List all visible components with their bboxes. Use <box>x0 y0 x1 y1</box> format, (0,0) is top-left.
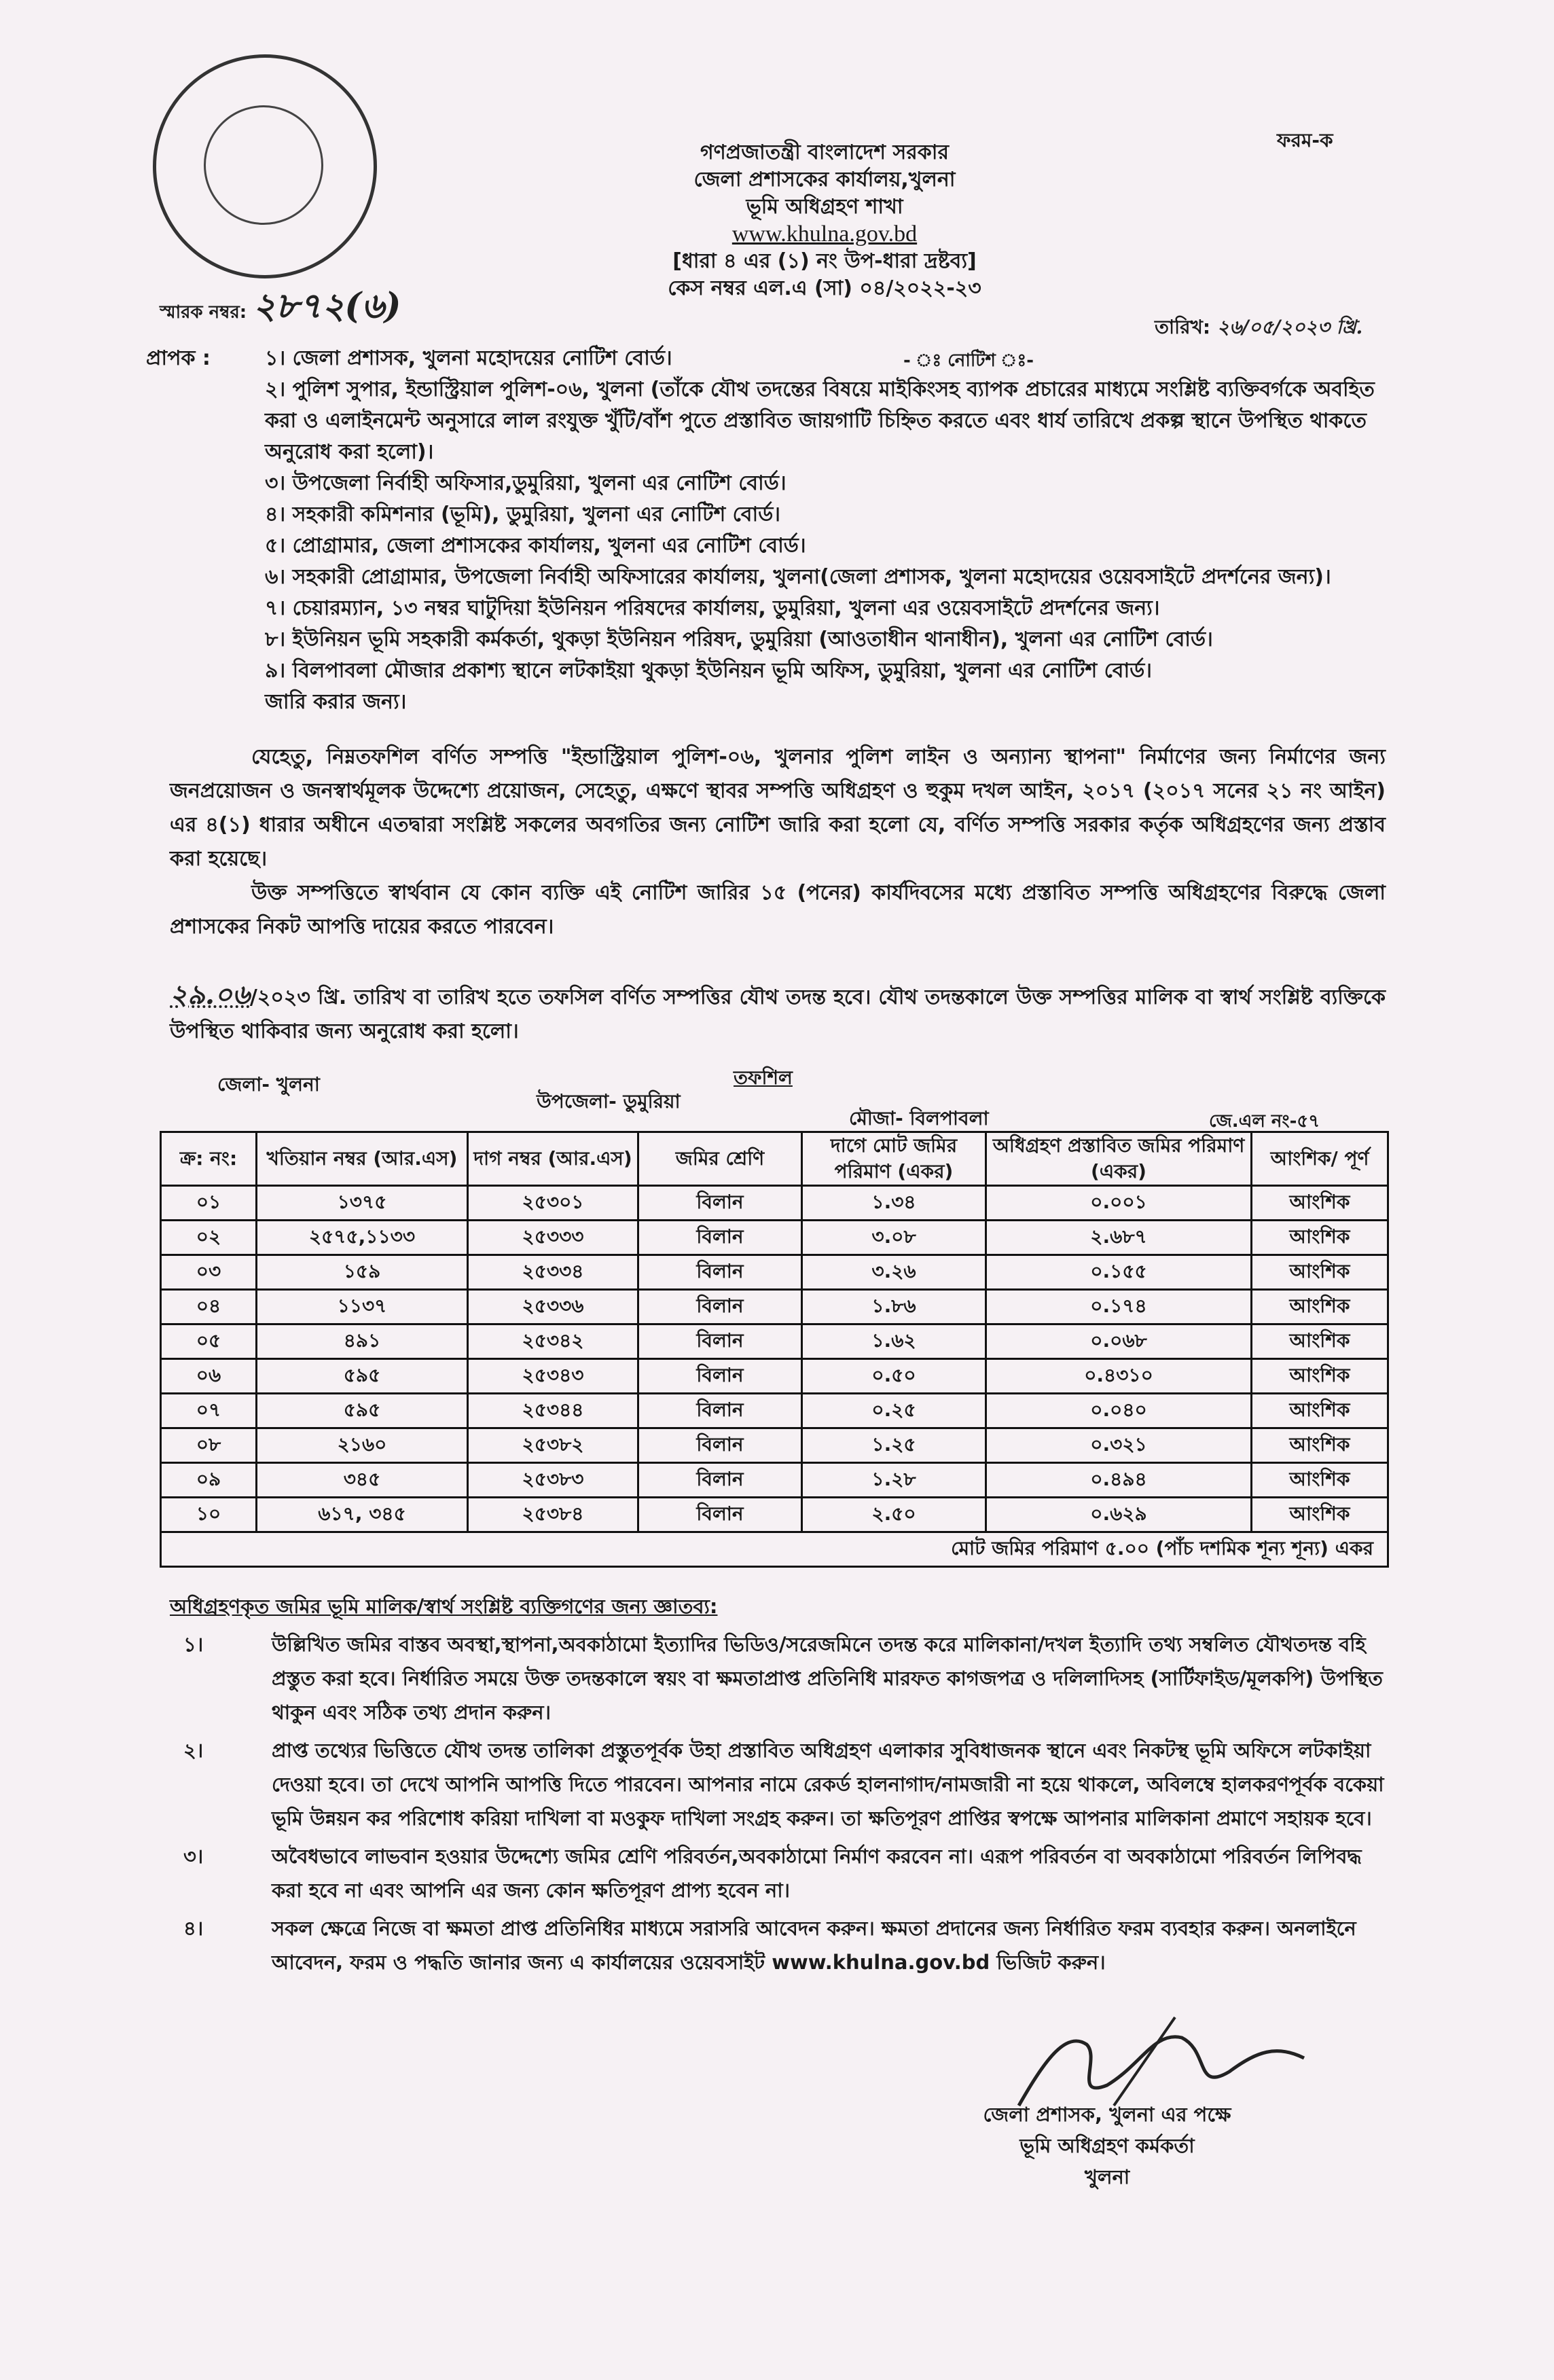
cell-dag: ২৫৩৪৪ <box>468 1394 638 1428</box>
cell-partial-full: আংশিক <box>1252 1359 1388 1394</box>
date-value: ২৬/০৫/২০২৩ খ্রি. <box>1216 316 1363 338</box>
note-text: অবৈধভাবে লাভবান হওয়ার উদ্দেশ্যে জমির শ্রেণি পরিবর্তন,অবকাঠামো নির্মাণ করবেন না। এরূপ পরিবর্তন বা অবকাঠামো পরিবর্তন লিপিবদ্ধ করা হবে না এবং আপনি এর জন্য কোন ক্ষতিপূরণ প্রাপ্য হবেন না। <box>272 1845 1362 1902</box>
cell-partial-full: আংশিক <box>1252 1463 1388 1498</box>
paragraph-text: উক্ত সম্পত্তিতে স্বার্থবান যে কোন ব্যক্তি এই নোটিশ জারির ১৫ (পনের) কার্যদিবসের মধ্যে প্রস্তাবিত সম্পত্তি অধিগ্রহণের বিরুদ্ধে জেলা প্রশাসকের নিকট আপত্তি দায়ের করতে পারবেন। <box>170 881 1386 939</box>
recipients-closing: জারি করার জন্য। <box>265 690 407 714</box>
cell-serial: ০১ <box>161 1186 257 1221</box>
signature-block <box>937 2099 1277 2193</box>
table-header-row <box>161 1132 1388 1186</box>
note-number: ৩। <box>183 1845 204 1868</box>
notes-heading: অধিগ্রহণকৃত জমির ভূমি মালিক/স্বার্থ সংশ্লিষ্ট ব্যক্তিগণের জন্য জ্ঞাতব্য: <box>170 1595 718 1618</box>
col-khatian: খতিয়ান নম্বর (আর.এস) <box>257 1132 468 1186</box>
cell-partial-full: আংশিক <box>1252 1498 1388 1532</box>
cell-partial-full: আংশিক <box>1252 1394 1388 1428</box>
cell-serial: ০৫ <box>161 1324 257 1359</box>
recipient-item: ৭। চেয়ারম্যান, ১৩ নম্বর ঘাটুদিয়া ইউনিয়ন পরিষদের কার্যালয়, ডুমুরিয়া, খুলনা এর ওয়েবসাইটে প্রদর্শনের জন্য। <box>265 596 1160 620</box>
notice-paragraph-2 <box>170 876 1386 944</box>
table-row <box>161 1428 1388 1463</box>
cell-serial: ০৬ <box>161 1359 257 1394</box>
signatory-designation: ভূমি অধিগ্রহণ কর্মকর্তা <box>1019 2134 1195 2157</box>
table-row <box>161 1463 1388 1498</box>
office-name: জেলা প্রশাসকের কার্যালয়,খুলনা <box>693 168 956 192</box>
cell-serial: ০২ <box>161 1221 257 1255</box>
cell-serial: ০৯ <box>161 1463 257 1498</box>
memo-number <box>160 278 401 338</box>
cell-land-class: বিলান <box>638 1255 802 1290</box>
cell-serial: ১০ <box>161 1498 257 1532</box>
note-item <box>170 1839 1392 1907</box>
table-row <box>161 1221 1388 1255</box>
cell-total-area: ০.৫০ <box>802 1359 986 1394</box>
cell-total-area: ৩.০৮ <box>802 1221 986 1255</box>
cell-serial: ০৮ <box>161 1428 257 1463</box>
note-item <box>170 1733 1392 1835</box>
cell-dag: ২৫৩৩৩ <box>468 1221 638 1255</box>
letterhead <box>0 139 1554 302</box>
cell-proposed-area: ০.০৪০ <box>986 1394 1252 1428</box>
cell-proposed-area: ০.১৭৪ <box>986 1290 1252 1324</box>
note-item <box>170 1911 1392 1979</box>
form-label: ফরম-ক <box>1277 129 1333 151</box>
case-number: কেস নম্বর এল.এ (সা) ০৪/২০২২-২৩ <box>668 276 981 300</box>
cell-proposed-area: ০.০৬৮ <box>986 1324 1252 1359</box>
section-reference: [ধারা ৪ এর (১) নং উপ-ধারা দ্রষ্টব্য] <box>672 249 977 273</box>
cell-dag: ২৫৩৪২ <box>468 1324 638 1359</box>
cell-land-class: বিলান <box>638 1463 802 1498</box>
government-name: গণপ্রজাতন্ত্রী বাংলাদেশ সরকার <box>700 141 949 164</box>
note-text: সকল ক্ষেত্রে নিজে বা ক্ষমতা প্রাপ্ত প্রতিনিধির মাধ্যমে সরাসরি আবেদন করুন। ক্ষমতা প্রদানের জন্য নির্ধারিত ফরম ব্যবহার করুন। অনলাইনে আবেদন, ফরম ও পদ্ধতি জানার জন্য এ কার্যালয়ের ওয়েবসাইট www.khulna.gov.bd ভিজিট করুন। <box>272 1917 1356 1974</box>
cell-dag: ২৫৩৮২ <box>468 1428 638 1463</box>
recipient-item: ৮। ইউনিয়ন ভূমি সহকারী কর্মকর্তা, থুকড়া ইউনিয়ন পরিষদ, ডুমুরিয়া (আওতাধীন থানাধীন), খুলনা এর নোটিশ বোর্ড। <box>265 628 1213 651</box>
cell-khatian: ১৩৭৫ <box>257 1186 468 1221</box>
cell-partial-full: আংশিক <box>1252 1290 1388 1324</box>
table-row <box>161 1290 1388 1324</box>
cell-partial-full: আংশিক <box>1252 1255 1388 1290</box>
jl-number: জে.এল নং-৫৭ <box>1209 1111 1320 1132</box>
cell-land-class: বিলান <box>638 1186 802 1221</box>
cell-proposed-area: ০.৩২১ <box>986 1428 1252 1463</box>
schedule-table <box>160 1131 1389 1568</box>
col-serial: ক্র: নং: <box>161 1132 257 1186</box>
cell-partial-full: আংশিক <box>1252 1221 1388 1255</box>
branch-name: ভূমি অধিগ্রহণ শাখা <box>746 195 903 219</box>
cell-khatian: ৬১৭, ৩৪৫ <box>257 1498 468 1532</box>
cell-dag: ২৫৩৮৪ <box>468 1498 638 1532</box>
cell-partial-full: আংশিক <box>1252 1324 1388 1359</box>
total-area: মোট জমির পরিমাণ ৫.০০ (পাঁচ দশমিক শূন্য শূন্য) একর <box>161 1532 1388 1567</box>
cell-proposed-area: ২.৬৮৭ <box>986 1221 1252 1255</box>
cell-land-class: বিলান <box>638 1428 802 1463</box>
note-text: উল্লিখিত জমির বাস্তব অবস্থা,স্থাপনা,অবকাঠামো ইত্যাদির ভিডিও/সরেজমিনে তদন্ত করে মালিকানা/দখল ইত্যাদি তথ্য সম্বলিত যৌথতদন্ত বহি প্রস্তুত করা হবে। নির্ধারিত সময়ে উক্ত তদন্তকালে স্বয়ং বা ক্ষমতাপ্রাপ্ত প্রতিনিধি মারফত কাগজপত্র ও দলিলাদিসহ (সার্টিফাইড/মূলকপি) উপস্থিত থাকুন এবং সঠিক তথ্য প্রদান করুন। <box>272 1633 1383 1724</box>
cell-partial-full: আংশিক <box>1252 1186 1388 1221</box>
note-text: প্রাপ্ত তথ্যের ভিত্তিতে যৌথ তদন্ত তালিকা প্রস্তুতপূর্বক উহা প্রস্তাবিত অধিগ্রহণ এলাকার সুবিধাজনক স্থানে এবং নিকটস্থ ভূমি অফিসে লটকাইয়া দেওয়া হবে। তা দেখে আপনি আপত্তি দিতে পারবেন। আপনার নামে রেকর্ড হালনাগাদ/নামজারী না হয়ে থাকলে, অবিলম্বে হালকরণপূর্বক বকেয়া ভূমি উন্নয়ন কর পরিশোধ করিয়া দাখিলা বা মওকুফ দাখিলা সংগ্রহ করুন। তা ক্ষতিপূরণ প্রাপ্তির স্বপক্ষে আপনার মালিকানা প্রমাণে সহায়ক হবে। <box>272 1739 1384 1830</box>
col-dag: দাগ নম্বর (আর.এস) <box>468 1132 638 1186</box>
recipient-item: ৩। উপজেলা নির্বাহী অফিসার,ডুমুরিয়া, খুলনা এর নোটিশ বোর্ড। <box>265 471 787 495</box>
cell-dag: ২৫৩৮৩ <box>468 1463 638 1498</box>
recipient-item: ৫। প্রোগ্রামার, জেলা প্রশাসকের কার্যালয়, খুলনা এর নোটিশ বোর্ড। <box>265 534 806 558</box>
cell-total-area: ৩.২৬ <box>802 1255 986 1290</box>
cell-dag: ২৫৩৪৩ <box>468 1359 638 1394</box>
notice-title: - ঃ নোটিশ ঃ- <box>903 350 1034 371</box>
paragraph-text: /২০২৩ খ্রি. তারিখ বা তারিখ হতে তফসিল বর্ণিত সম্পত্তির যৌথ তদন্ত হবে। যৌথ তদন্তকালে উক্ত সম্পত্তির মালিক বা স্বার্থ সংশ্লিষ্ট ব্যক্তিকে উপস্থিত থাকিবার জন্য অনুরোধ করা হলো। <box>170 986 1386 1043</box>
col-total-area: দাগে মোট জমির পরিমাণ (একর) <box>802 1132 986 1186</box>
recipient-item: ৯। বিলপাবলা মৌজার প্রকাশ্য স্থানে লটকাইয়া থুকড়া ইউনিয়ন ভূমি অফিস, ডুমুরিয়া, খুলনা এর নোটিশ বোর্ড। <box>265 659 1153 683</box>
table-row <box>161 1255 1388 1290</box>
note-item <box>170 1627 1392 1729</box>
cell-proposed-area: ০.৬২৯ <box>986 1498 1252 1532</box>
memo-label: স্মারক নম্বর: <box>160 302 247 323</box>
note-number: ১। <box>183 1633 204 1656</box>
cell-khatian: ৩৪৫ <box>257 1463 468 1498</box>
cell-dag: ২৫৩৩৪ <box>468 1255 638 1290</box>
notice-paragraph-3 <box>170 978 1386 1049</box>
cell-total-area: ১.২৮ <box>802 1463 986 1498</box>
cell-dag: ২৫৩০১ <box>468 1186 638 1221</box>
col-land-class: জমির শ্রেণি <box>638 1132 802 1186</box>
recipient-item: ২। পুলিশ সুপার, ইন্ডাস্ট্রিয়াল পুলিশ-০৬, খুলনা (তাঁকে যৌথ তদন্তের বিষয়ে মাইকিংসহ ব্যাপক প্রচারের মাধ্যমে সংশ্লিষ্ট ব্যক্তিবর্গকে অবহিত করা ও এলাইনমেন্ট অনুসারে লাল রংযুক্ত খুঁটি/বাঁশ পুতে প্রস্তাবিত জায়গাটি চিহ্নিত করতে এবং ধার্য তারিখে প্রকল্প স্থানে উপস্থিত থাকতে অনুরোধ করা হলো)। <box>265 378 1375 464</box>
col-partial-full: আংশিক/ পূর্ণ <box>1252 1132 1388 1186</box>
cell-serial: ০৩ <box>161 1255 257 1290</box>
cell-land-class: বিলান <box>638 1359 802 1394</box>
cell-partial-full: আংশিক <box>1252 1428 1388 1463</box>
paragraph-text: যেহেতু, নিম্নতফশিল বর্ণিত সম্পত্তি "ইন্ডাস্ট্রিয়াল পুলিশ-০৬, খুলনার পুলিশ লাইন ও অন্যান্য স্থাপনা" নির্মাণের জন্য নির্মাণের জন্য জনপ্রয়োজন ও জনস্বার্থমূলক উদ্দেশ্যে প্রয়োজন, সেহেতু, এক্ষণে স্থাবর সম্পত্তি অধিগ্রহণ ও হুকুম দখল আইন, ২০১৭ (২০১৭ সনের ২১ নং আইন) এর ৪(১) ধারার অধীনে এতদ্বারা সংশ্লিষ্ট সকলের অবগতির জন্য নোটিশ জারি করা হলো যে, বর্ণিত সম্পত্তি সরকার কর্তৃক অধিগ্রহণের জন্য প্রস্তাব করা হয়েছে। <box>170 745 1386 871</box>
cell-total-area: ১.২৫ <box>802 1428 986 1463</box>
cell-proposed-area: ০.৪৯৪ <box>986 1463 1252 1498</box>
cell-total-area: ১.৩৪ <box>802 1186 986 1221</box>
signatory-line-1: জেলা প্রশাসক, খুলনা এর পক্ষে <box>983 2103 1231 2126</box>
cell-proposed-area: ০.১৫৫ <box>986 1255 1252 1290</box>
notes-section <box>170 1589 1392 1979</box>
cell-total-area: ০.২৫ <box>802 1394 986 1428</box>
cell-land-class: বিলান <box>638 1394 802 1428</box>
cell-khatian: ১১৩৭ <box>257 1290 468 1324</box>
cell-land-class: বিলান <box>638 1221 802 1255</box>
table-row <box>161 1498 1388 1532</box>
schedule-title: তফশিল <box>734 1066 793 1089</box>
cell-land-class: বিলান <box>638 1498 802 1532</box>
recipient-item: ৪। সহকারী কমিশনার (ভূমি), ডুমুরিয়া, খুলনা এর নোটিশ বোর্ড। <box>265 503 781 526</box>
cell-khatian: ১৫৯ <box>257 1255 468 1290</box>
notice-paragraph-1 <box>170 740 1386 876</box>
recipients-label: প্রাপক : <box>146 346 211 370</box>
cell-khatian: ২১৬০ <box>257 1428 468 1463</box>
recipient-item: ৬। সহকারী প্রোগ্রামার, উপজেলা নির্বাহী অফিসারের কার্যালয়, খুলনা(জেলা প্রশাসক, খুলনা মহোদয়ের ওয়েবসাইটে প্রদর্শনের জন্য)। <box>265 565 1331 589</box>
signatory-location: খুলনা <box>1084 2165 1130 2188</box>
cell-land-class: বিলান <box>638 1324 802 1359</box>
table-row <box>161 1394 1388 1428</box>
mouza-label: মৌজা- বিলপাবলা <box>849 1107 989 1130</box>
cell-land-class: বিলান <box>638 1290 802 1324</box>
issue-date <box>1155 312 1362 344</box>
col-proposed-area: অধিগ্রহণ প্রস্তাবিত জমির পরিমাণ (একর) <box>986 1132 1252 1186</box>
date-label: তারিখ: <box>1155 316 1211 338</box>
table-row <box>161 1359 1388 1394</box>
cell-khatian: ৪৯১ <box>257 1324 468 1359</box>
website-link[interactable]: www.khulna.gov.bd <box>731 221 918 247</box>
table-row <box>161 1186 1388 1221</box>
cell-khatian: ৫৯৫ <box>257 1359 468 1394</box>
cell-serial: ০৭ <box>161 1394 257 1428</box>
total-row <box>161 1532 1388 1567</box>
memo-number-value: ২৮৭২(৬) <box>253 285 401 327</box>
table-row <box>161 1324 1388 1359</box>
cell-total-area: ১.৮৬ <box>802 1290 986 1324</box>
district-label: জেলা- খুলনা <box>217 1073 320 1096</box>
cell-serial: ০৪ <box>161 1290 257 1324</box>
note-number: ২। <box>183 1739 204 1762</box>
note-number: ৪। <box>183 1917 204 1940</box>
inspection-date: ২৯.০৬ <box>170 979 250 1011</box>
cell-khatian: ২৫৭৫,১১৩৩ <box>257 1221 468 1255</box>
cell-total-area: ২.৫০ <box>802 1498 986 1532</box>
recipient-item: ১। জেলা প্রশাসক, খুলনা মহোদয়ের নোটিশ বোর্ড। <box>265 346 672 370</box>
upazila-label: উপজেলা- ডুমুরিয়া <box>537 1090 681 1113</box>
recipients <box>146 343 1436 718</box>
cell-total-area: ১.৬২ <box>802 1324 986 1359</box>
cell-dag: ২৫৩৩৬ <box>468 1290 638 1324</box>
cell-proposed-area: ০.৪৩১০ <box>986 1359 1252 1394</box>
cell-proposed-area: ০.০০১ <box>986 1186 1252 1221</box>
cell-khatian: ৫৯৫ <box>257 1394 468 1428</box>
